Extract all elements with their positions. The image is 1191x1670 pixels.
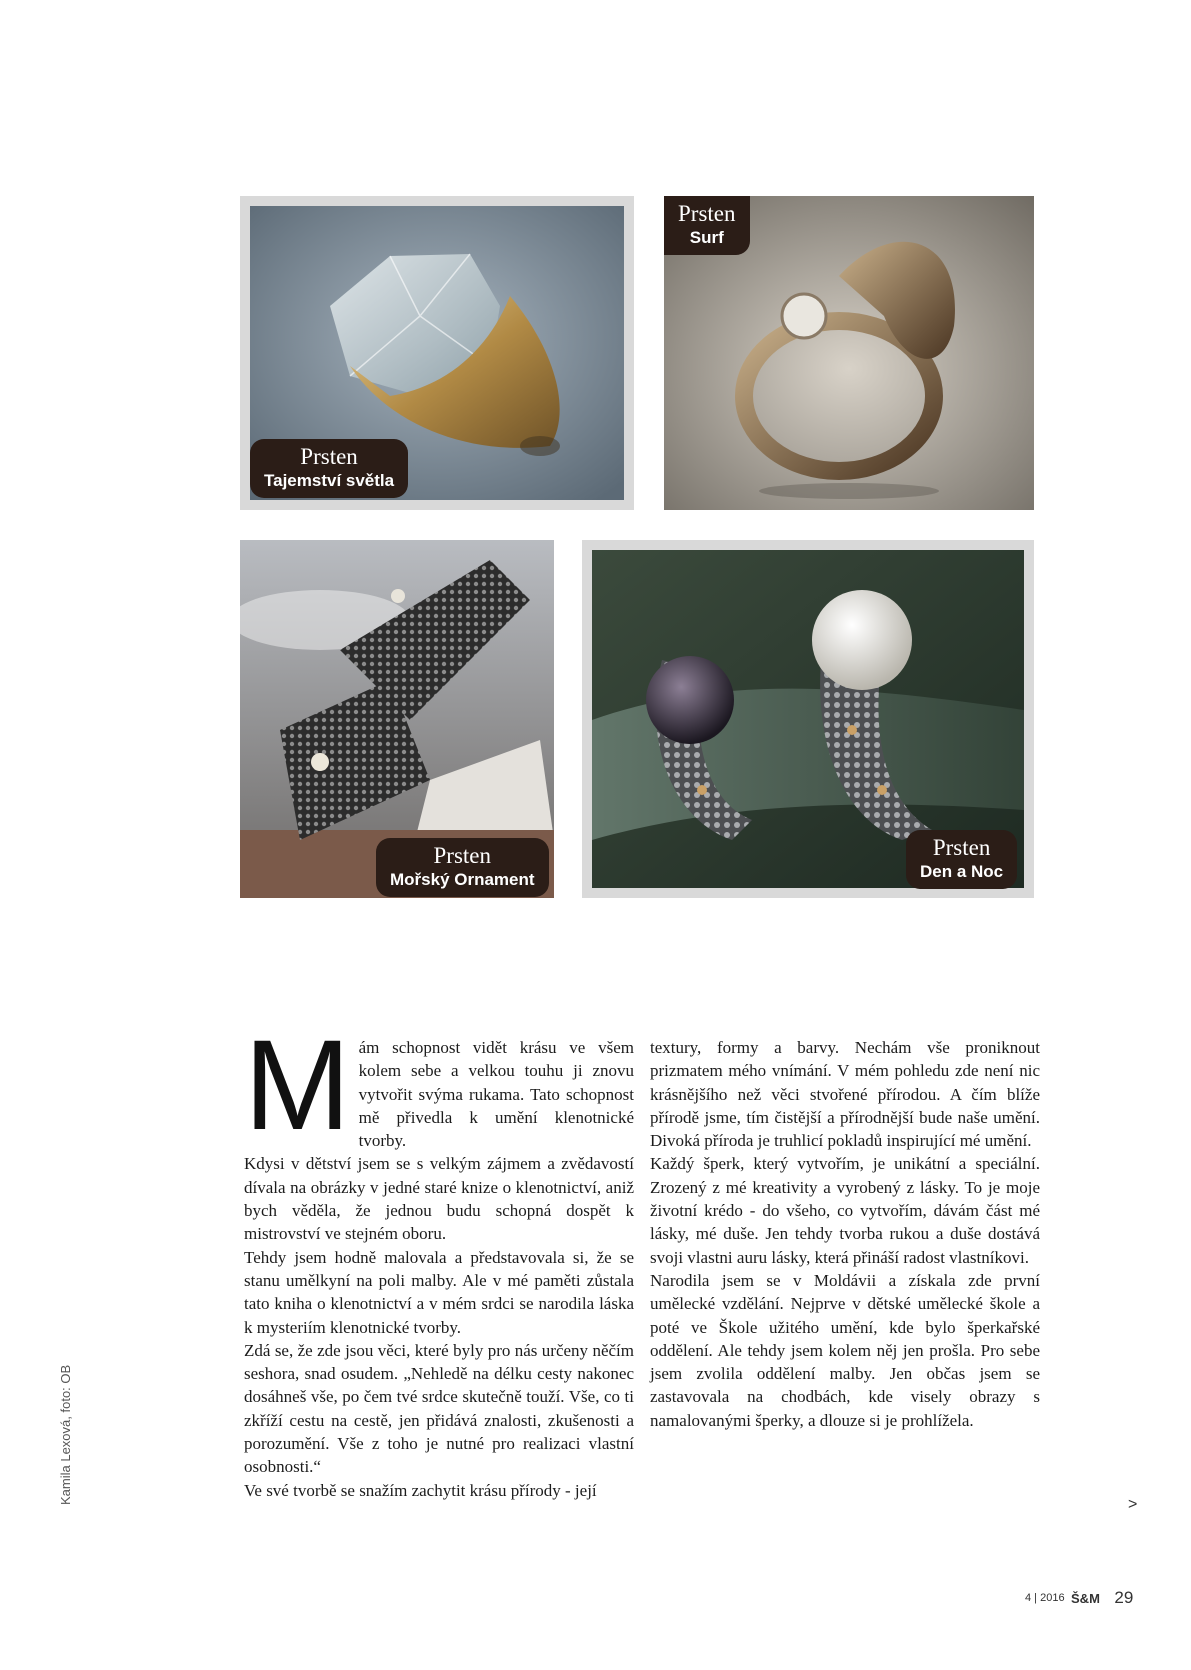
drop-cap: M <box>244 1014 351 1157</box>
continue-marker: > <box>1128 1496 1138 1513</box>
article-column-right <box>650 1036 1040 1432</box>
caption-den-a-noc <box>906 830 1017 889</box>
page-footer <box>1025 1588 1133 1608</box>
photo-credit: Kamila Lexová, foto: OB <box>58 1364 73 1505</box>
caption-name: Tajemství světla <box>264 471 395 491</box>
paragraph: Kdysi v dětství jsem se s velkým zájmem a zvědavostí dívala na obrázky v jedné staré knize o klenotnictví, aniž bych věděla, že jednou budu schopná dospět k mistrovství ve stejném oboru. <box>244 1154 634 1244</box>
article-column-left <box>244 1014 634 1502</box>
paragraph: ám schopnost vidět krásu ve všem kolem sebe a velkou touhu ji znovu vytvořit svýma rukama. Tato schopnost mě přivedla k umění klenotnické tvorby. <box>358 1038 634 1151</box>
caption-kind: Prsten <box>932 835 991 860</box>
caption-kind: Prsten <box>678 201 736 226</box>
caption-surf <box>664 196 750 255</box>
paragraph: Tehdy jsem hodně malovala a představovala si, že se stanu umělkyní na poli malby. Ale v mé paměti zůstala tato kniha o klenotnictví a v mém srdci se narodila láska k mysteriím klenotnické tvorby. <box>244 1247 634 1337</box>
caption-morsky-ornament <box>376 838 549 897</box>
caption-name: Surf <box>689 228 724 248</box>
caption-tajemstvi-svetla <box>250 439 408 498</box>
paragraph: Každý šperk, který vytvořím, je unikátní a speciální. Zrozený z mé kreativity a vyrobený z lásky. To je moje životní krédo - do všeho, co vytvořím, dávám část mé lásky, mé duše. Jen tehdy tvorba rukou a duše dostává svoji vlastni auru lásky, která přináší radost vlastníkovi. <box>650 1154 1040 1267</box>
magazine-logo: Š&M <box>1071 1590 1100 1606</box>
paragraph: Zdá se, že zde jsou věci, které byly pro nás určeny něčím seshora, snad osudem. „Nehledě na délku cesty nakonec dosáhneš vše, po čem tvé srdce skutečně touží. Vše, co ti zkříží cestu na cestě, jen přidává znalosti, zkušenosti a porozumění. Vše z toho je nutné pro realizaci vlastní osobnosti.“ <box>244 1340 634 1477</box>
issue-number: 4 | 2016 <box>1025 1592 1065 1604</box>
photo-morsky-ornament <box>240 540 554 898</box>
paragraph: Ve své tvorbě se snažím zachytit krásu přírody - její <box>244 1480 597 1500</box>
photo-tajemstvi-svetla <box>240 196 634 510</box>
page-number: 29 <box>1114 1588 1134 1607</box>
caption-kind: Prsten <box>300 444 358 469</box>
photo-den-a-noc <box>582 540 1034 898</box>
caption-name: Mořský Ornament <box>390 870 535 890</box>
caption-name: Den a Noc <box>920 862 1004 882</box>
caption-kind: Prsten <box>433 843 492 868</box>
photo-surf <box>664 196 1034 510</box>
paragraph: Narodila jsem se v Moldávii a získala zde první umělecké vzdělání. Nejprve v dětské umělecké škole a poté ve Škole užitého umění, kde bylo šperkařské oddělení. Ale tehdy jsem kolem něj jen prošla. Pro sebe jsem zvolila oddělení malby. Jen občas jsem se zastavovala na chodbách, kde visely obrazy s namalovanými šperky, a dlouze si je prohlížela. <box>650 1270 1040 1430</box>
paragraph: textury, formy a barvy. Nechám vše proniknout prizmatem mého vnímání. V mém pohledu zde není nic krásnějšího než věci stvořené přírodou. A čím blíže přírodě jsme, tím čistější a přírodnější bude naše umění. Divoká příroda je truhlicí pokladů inspirující mé umění. <box>650 1038 1040 1151</box>
